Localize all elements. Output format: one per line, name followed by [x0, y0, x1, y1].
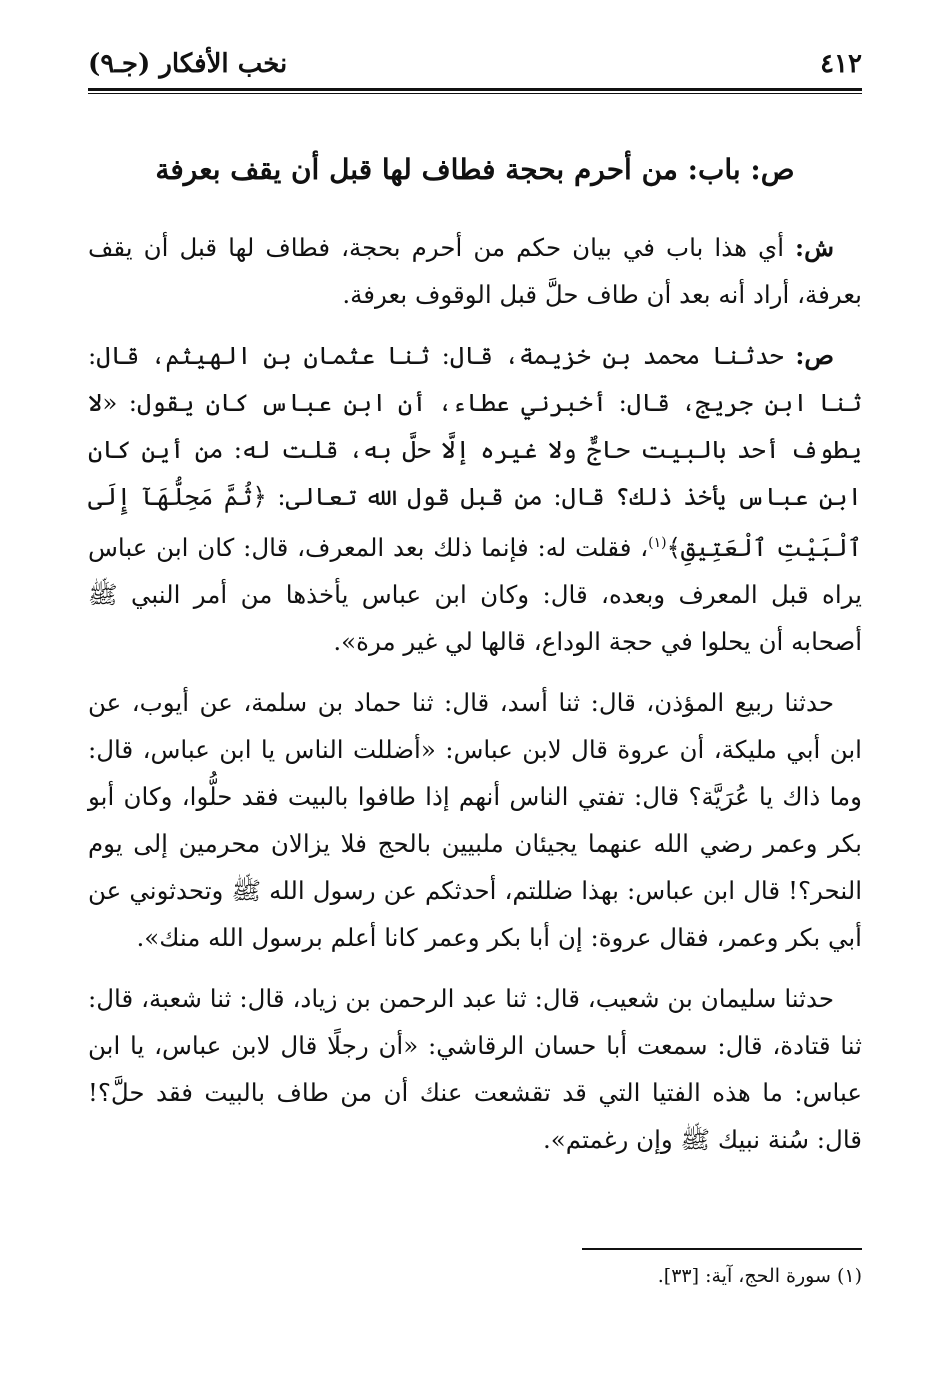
header-rule-thick — [88, 88, 862, 91]
paragraph-2 — [88, 332, 862, 665]
paragraph-4 — [88, 975, 862, 1163]
paragraph-1 — [88, 224, 862, 318]
footnote-reference: (١) — [648, 535, 667, 551]
paragraph-text: أي هذا باب في بيان حكم من أحرم بحجة، فطاف لها قبل أن يقف بعرفة، أراد أنه بعد أن طاف حلَّ قبل الوقوف بعرفة. — [88, 233, 862, 309]
body-text — [88, 224, 862, 1177]
paragraph-text: حدثنا محمد بن خزيمة، قال: ثنا عثمان بن الهيثم، قال: ثنا ابن جريج، قال: أخبرني عطاء، أن ابن عباس كان يقول: «لا يطوف أحد بالبيت حاجٌّ ولا غيره إلَّا حلَّ به، قلت له: من أين كان ابن عباس يأخذ ذلك؟ قال: من قبل قول الله تعالى: ﴿ثُمَّ مَحِلُّهَآ إِلَى ٱلْبَيْتِ ٱلْعَتِيقِ﴾ — [88, 341, 862, 563]
paragraph-3 — [88, 679, 862, 961]
paragraph-text: حدثنا سليمان بن شعيب، قال: ثنا عبد الرحمن بن زياد، قال: ثنا شعبة، قال: ثنا قتادة، قال: سمعت أبا حسان الرقاشي: «أن رجلًا قال لابن عباس، يا ابن عباس: ما هذه الفتيا التي قد تقشعت عنك أن من طاف بالبيت فقد حلَّ؟! قال: سُنة نبيك ﷺ وإن رغمتم». — [88, 984, 862, 1155]
paragraph-text: ، فقلت له: فإنما ذلك بعد المعرف، قال: كان ابن عباس يراه قبل المعرف وبعده، قال: وكان ابن عباس يأخذها من أمر النبي ﷺ أصحابه أن يحلوا في حجة الوداع، قالها لي غير مرة». — [88, 533, 862, 657]
paragraph-marker: ص: — [795, 341, 834, 370]
book-title: نخب الأفكار (جـ٩) — [88, 49, 288, 79]
footnote: (١) سورة الحج، آية: [٣٣]. — [657, 1265, 862, 1287]
header-rule-thin — [88, 93, 862, 94]
chapter-heading: ص: باب: من أحرم بحجة فطاف لها قبل أن يقف بعرفة — [155, 153, 795, 186]
paragraph-text: حدثنا ربيع المؤذن، قال: ثنا أسد، قال: ثنا حماد بن سلمة، عن أيوب، عن ابن أبي مليكة، أن عروة قال لابن عباس: «أضللت الناس يا ابن عباس، قال: وما ذاك يا عُرَيَّة؟ قال: تفتي الناس أنهم إذا طافوا بالبيت فقد حلُّوا، وكان أبو بكر وعمر رضي الله عنهما يجيئان ملبيين بالحج فلا يزالان محرمين إلى يوم النحر؟! قال ابن عباس: بهذا ضللتم، أحدثكم عن رسول الله ﷺ وتحدثوني عن أبي بكر وعمر، فقال عروة: إن أبا بكر وعمر كانا أعلم برسول الله منك». — [88, 688, 862, 953]
paragraph-marker: ش: — [795, 233, 834, 262]
page-header — [88, 44, 862, 84]
page-number: ٤١٢ — [820, 49, 862, 79]
footnote-rule — [582, 1248, 862, 1250]
